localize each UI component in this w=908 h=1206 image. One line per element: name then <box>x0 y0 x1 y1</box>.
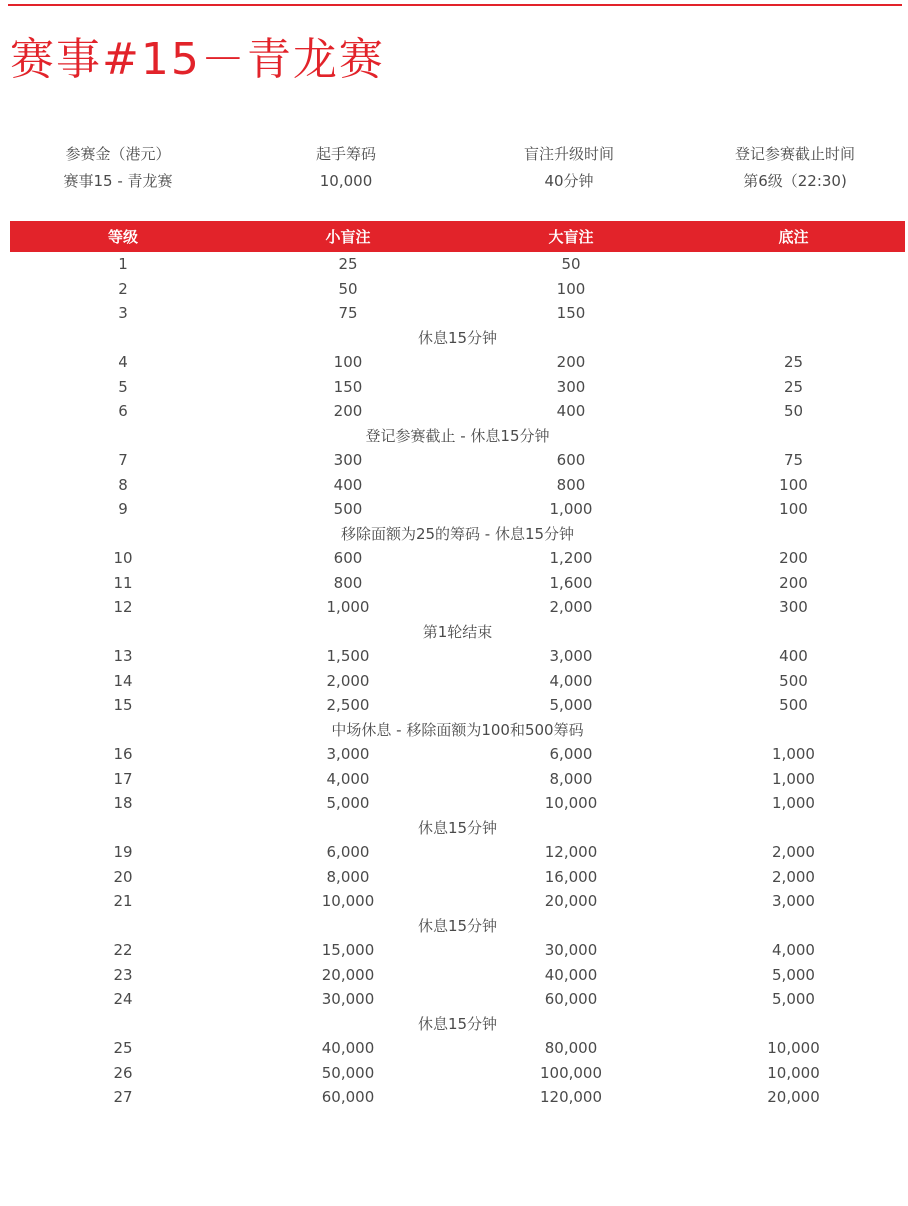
info-value-buyin: 赛事15 - 青龙赛 <box>63 172 173 190</box>
top-rule <box>8 4 902 6</box>
big-blind-cell: 30,000 <box>544 941 598 960</box>
table-row <box>10 473 905 498</box>
table-row <box>10 1085 905 1110</box>
small-blind-cell: 400 <box>333 475 363 494</box>
table-row <box>10 889 905 914</box>
level-cell: 14 <box>113 671 133 690</box>
small-blind-cell: 1,500 <box>326 647 370 666</box>
big-blind-cell: 100,000 <box>539 1063 603 1082</box>
break-row: 登记参赛截止 - 休息15分钟 <box>365 426 550 445</box>
break-row: 休息15分钟 <box>417 1014 498 1033</box>
level-cell: 23 <box>113 965 133 984</box>
info-header-row <box>0 140 908 167</box>
level-cell: 7 <box>118 451 128 470</box>
break-row: 第1轮结束 <box>422 622 493 641</box>
ante-cell: 75 <box>783 451 804 470</box>
small-blind-cell: 15,000 <box>321 941 375 960</box>
table-row <box>10 669 905 694</box>
big-blind-cell: 80,000 <box>544 1039 598 1058</box>
big-blind-cell: 1,200 <box>549 549 593 568</box>
level-cell: 10 <box>113 549 133 568</box>
table-row <box>10 767 905 792</box>
small-blind-cell: 10,000 <box>321 892 375 911</box>
level-cell: 4 <box>118 353 128 372</box>
ante-cell: 1,000 <box>772 769 815 788</box>
level-cell: 5 <box>118 377 128 396</box>
big-blind-cell: 200 <box>556 353 586 372</box>
table-row <box>10 865 905 890</box>
ante-cell: 25 <box>783 353 804 372</box>
table-header <box>10 221 905 252</box>
big-blind-cell: 6,000 <box>549 745 593 764</box>
info-header-buyin: 参赛金（港元） <box>65 145 171 163</box>
big-blind-cell: 600 <box>556 451 586 470</box>
small-blind-cell: 50,000 <box>321 1063 375 1082</box>
table-row <box>10 1061 905 1086</box>
small-blind-cell: 2,000 <box>326 671 370 690</box>
big-blind-cell: 5,000 <box>549 696 593 715</box>
column-header-ante: 底注 <box>778 228 809 246</box>
break-row: 休息15分钟 <box>417 328 498 347</box>
info-value-row <box>0 167 908 194</box>
small-blind-cell: 2,500 <box>326 696 370 715</box>
level-cell: 27 <box>113 1088 133 1107</box>
big-blind-cell: 20,000 <box>544 892 598 911</box>
ante-cell: 5,000 <box>772 990 815 1009</box>
table-row <box>10 742 905 767</box>
big-blind-cell: 400 <box>556 402 586 421</box>
ante-cell: 25 <box>783 377 804 396</box>
table-row <box>10 571 905 596</box>
ante-cell: 500 <box>779 696 808 715</box>
small-blind-cell: 50 <box>338 279 358 298</box>
table-row <box>10 791 905 816</box>
level-cell: 20 <box>113 867 133 886</box>
table-row <box>10 840 905 865</box>
tournament-info <box>0 140 908 194</box>
table-row <box>10 375 905 400</box>
table-row <box>10 693 905 718</box>
small-blind-cell: 20,000 <box>321 965 375 984</box>
ante-cell: 2,000 <box>772 843 815 862</box>
table-row <box>10 938 905 963</box>
small-blind-cell: 500 <box>333 500 363 519</box>
big-blind-cell: 50 <box>561 255 581 274</box>
big-blind-cell: 1,600 <box>549 573 593 592</box>
small-blind-cell: 300 <box>333 451 363 470</box>
column-header-small-blind: 小盲注 <box>325 228 371 246</box>
big-blind-cell: 300 <box>556 377 586 396</box>
ante-cell: 1,000 <box>772 794 815 813</box>
info-value-registration-close: 第6级（22:30) <box>743 172 847 190</box>
small-blind-cell: 600 <box>333 549 363 568</box>
small-blind-cell: 40,000 <box>321 1039 375 1058</box>
ante-cell: 10,000 <box>767 1063 820 1082</box>
level-cell: 12 <box>113 598 133 617</box>
level-cell: 25 <box>113 1039 133 1058</box>
level-cell: 22 <box>113 941 133 960</box>
table-row <box>10 963 905 988</box>
break-row: 休息15分钟 <box>417 916 498 935</box>
level-cell: 8 <box>118 475 128 494</box>
small-blind-cell: 1,000 <box>326 598 370 617</box>
ante-cell: 200 <box>779 573 808 592</box>
small-blind-cell: 30,000 <box>321 990 375 1009</box>
big-blind-cell: 60,000 <box>544 990 598 1009</box>
info-header-starting-chips: 起手筹码 <box>315 145 376 163</box>
ante-cell: 200 <box>779 549 808 568</box>
level-cell: 26 <box>113 1063 133 1082</box>
big-blind-cell: 800 <box>556 475 586 494</box>
table-row <box>10 277 905 302</box>
big-blind-cell: 8,000 <box>549 769 593 788</box>
ante-cell: 100 <box>779 500 808 519</box>
table-row <box>10 252 905 277</box>
level-cell: 17 <box>113 769 133 788</box>
table-row <box>10 497 905 522</box>
big-blind-cell: 2,000 <box>549 598 593 617</box>
ante-cell: 100 <box>779 475 808 494</box>
big-blind-cell: 10,000 <box>544 794 598 813</box>
level-cell: 19 <box>113 843 133 862</box>
info-header-registration-close: 登记参赛截止时间 <box>734 145 855 163</box>
table-row <box>10 399 905 424</box>
ante-cell: 500 <box>779 671 808 690</box>
big-blind-cell: 3,000 <box>549 647 593 666</box>
small-blind-cell: 4,000 <box>326 769 370 788</box>
ante-cell: 2,000 <box>772 867 815 886</box>
big-blind-cell: 150 <box>556 304 586 323</box>
ante-cell: 400 <box>779 647 808 666</box>
break-row: 中场休息 - 移除面额为100和500筹码 <box>331 720 584 739</box>
small-blind-cell: 6,000 <box>326 843 370 862</box>
table-row <box>10 987 905 1012</box>
table-row <box>10 448 905 473</box>
level-cell: 24 <box>113 990 133 1009</box>
ante-cell: 3,000 <box>772 892 815 911</box>
ante-cell: 10,000 <box>767 1039 820 1058</box>
ante-cell: 300 <box>779 598 808 617</box>
table-row <box>10 1036 905 1061</box>
small-blind-cell: 5,000 <box>326 794 370 813</box>
big-blind-cell: 40,000 <box>544 965 598 984</box>
big-blind-cell: 16,000 <box>544 867 598 886</box>
blind-structure-table <box>10 252 905 1110</box>
info-value-blind-levels: 40分钟 <box>544 172 594 190</box>
level-cell: 15 <box>113 696 133 715</box>
big-blind-cell: 4,000 <box>549 671 593 690</box>
level-cell: 3 <box>118 304 128 323</box>
level-cell: 2 <box>118 279 128 298</box>
ante-cell: 50 <box>783 402 804 421</box>
column-header-level: 等级 <box>107 228 138 246</box>
table-row <box>10 301 905 326</box>
level-cell: 6 <box>118 402 128 421</box>
big-blind-cell: 12,000 <box>544 843 598 862</box>
level-cell: 9 <box>118 500 128 519</box>
break-row: 移除面额为25的筹码 - 休息15分钟 <box>340 524 575 543</box>
break-row: 休息15分钟 <box>417 818 498 837</box>
big-blind-cell: 1,000 <box>549 500 593 519</box>
level-cell: 16 <box>113 745 133 764</box>
big-blind-cell: 100 <box>556 279 586 298</box>
ante-cell: 5,000 <box>772 965 815 984</box>
small-blind-cell: 200 <box>333 402 363 421</box>
small-blind-cell: 3,000 <box>326 745 370 764</box>
small-blind-cell: 150 <box>333 377 363 396</box>
column-header-big-blind: 大盲注 <box>548 228 594 246</box>
level-cell: 21 <box>113 892 133 911</box>
small-blind-cell: 800 <box>333 573 363 592</box>
level-cell: 18 <box>113 794 133 813</box>
page-title: 赛事#15－青龙赛 <box>10 34 385 85</box>
info-header-blind-levels: 盲注升级时间 <box>523 145 614 163</box>
ante-cell: 4,000 <box>772 941 815 960</box>
info-value-starting-chips: 10,000 <box>319 171 373 190</box>
ante-cell: 1,000 <box>772 745 815 764</box>
table-row <box>10 644 905 669</box>
big-blind-cell: 120,000 <box>539 1088 603 1107</box>
ante-cell: 20,000 <box>767 1088 820 1107</box>
small-blind-cell: 60,000 <box>321 1088 375 1107</box>
table-row <box>10 546 905 571</box>
level-cell: 13 <box>113 647 133 666</box>
small-blind-cell: 75 <box>338 304 358 323</box>
small-blind-cell: 25 <box>338 255 358 274</box>
level-cell: 11 <box>113 573 133 592</box>
table-row <box>10 595 905 620</box>
table-row <box>10 350 905 375</box>
level-cell: 1 <box>118 255 128 274</box>
small-blind-cell: 8,000 <box>326 867 370 886</box>
small-blind-cell: 100 <box>333 353 363 372</box>
